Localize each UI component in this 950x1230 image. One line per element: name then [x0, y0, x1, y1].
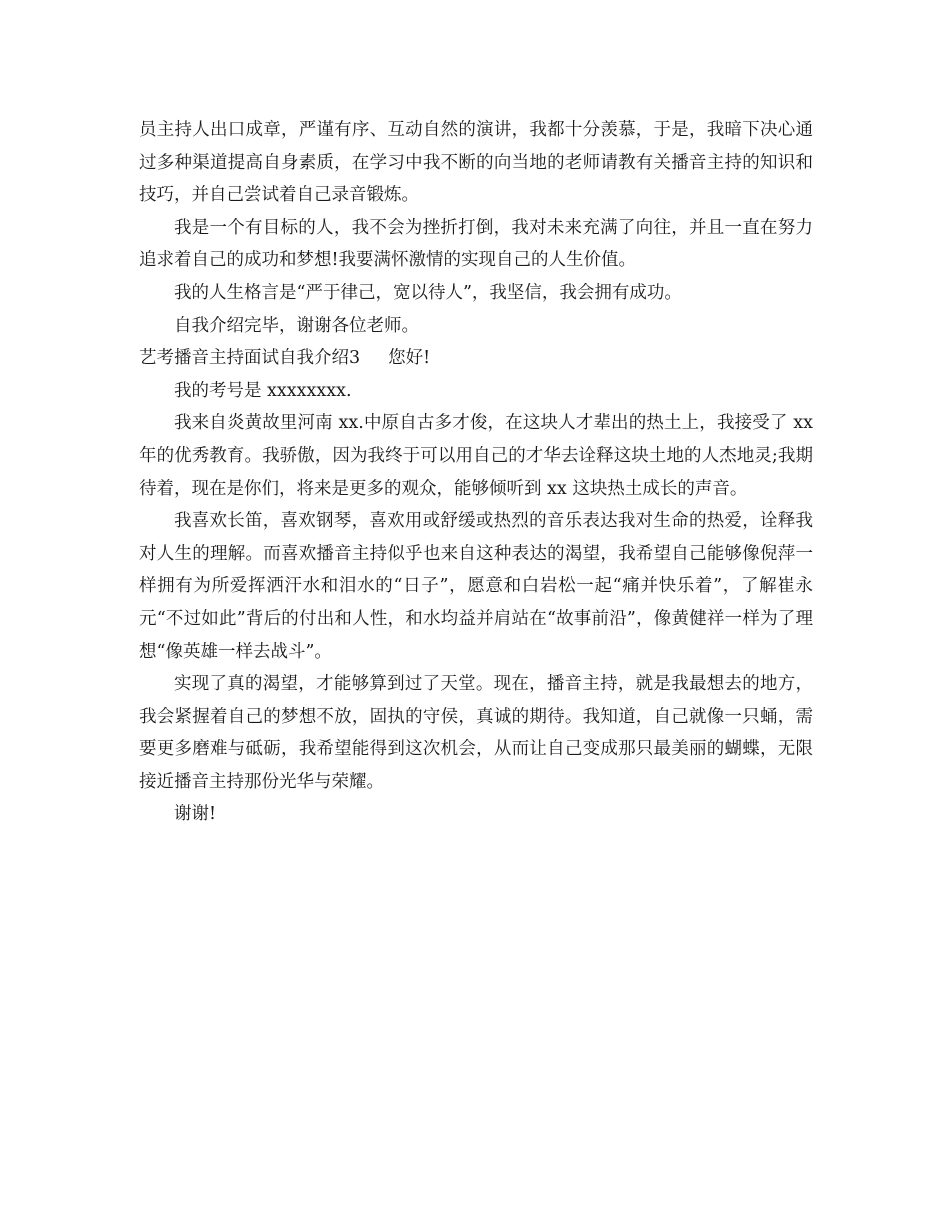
paragraph: 我来自炎黄故里河南 xx.中原自古多才俊，在这块人才辈出的热土上，我接受了 xx 年的优秀教育。我骄傲，因为我终于可以用自己的才华去诠释这块土地的人杰地灵;我期待着，现在是你们，将来是更多的观众，能够倾听到 xx 这块热土成长的声音。	[139, 413, 813, 499]
document-body	[139, 114, 813, 831]
paragraph: 自我介绍完毕，谢谢各位老师。	[174, 315, 419, 336]
paragraph: 我喜欢长笛，喜欢钢琴，喜欢用或舒缓或热烈的音乐表达我对生命的热爱，诠释我对人生的理解。而喜欢播音主持似乎也来自这种表达的渴望，我希望自己能够像倪萍一样拥有为所爱挥洒汗水和泪水的“日子”，愿意和白岩松一起“痛并快乐着”，了解崔永元“不过如此”背后的付出和人性，和水均益并肩站在“故事前沿”，像黄健祥一样为了理想“像英雄一样去战斗”。	[139, 511, 813, 662]
section-title: 艺考播音主持面试自我介绍3	[139, 348, 361, 369]
paragraph: 我的考号是 xxxxxxxx.	[174, 380, 352, 401]
section-greeting: 您好!	[388, 348, 431, 369]
paragraph: 实现了真的渴望，才能够算到过了天堂。现在，播音主持，就是我最想去的地方，我会紧握着自己的梦想不放，固执的守侯，真诚的期待。我知道，自己就像一只蛹，需要更多磨难与砥砺，我希望能得到这次机会，从而让自己变成那只最美丽的蝴蝶，无限接近播音主持那份光华与荣耀。	[139, 674, 813, 792]
paragraph-closing: 谢谢!	[174, 804, 217, 825]
paragraph: 我的人生格言是“严于律己，宽以待人”，我坚信，我会拥有成功。	[174, 282, 682, 303]
paragraph: 我是一个有目标的人，我不会为挫折打倒，我对未来充满了向往，并且一直在努力追求着自己的成功和梦想!我要满怀激情的实现自己的人生价值。	[139, 217, 813, 271]
section-heading-line	[139, 342, 813, 375]
paragraph-continuation: 员主持人出口成章，严谨有序、互动自然的演讲，我都十分羡慕，于是，我暗下决心通过多种渠道提高自身素质，在学习中我不断的向当地的老师请教有关播音主持的知识和技巧，并自己尝试着自己录音锻炼。	[139, 120, 813, 206]
